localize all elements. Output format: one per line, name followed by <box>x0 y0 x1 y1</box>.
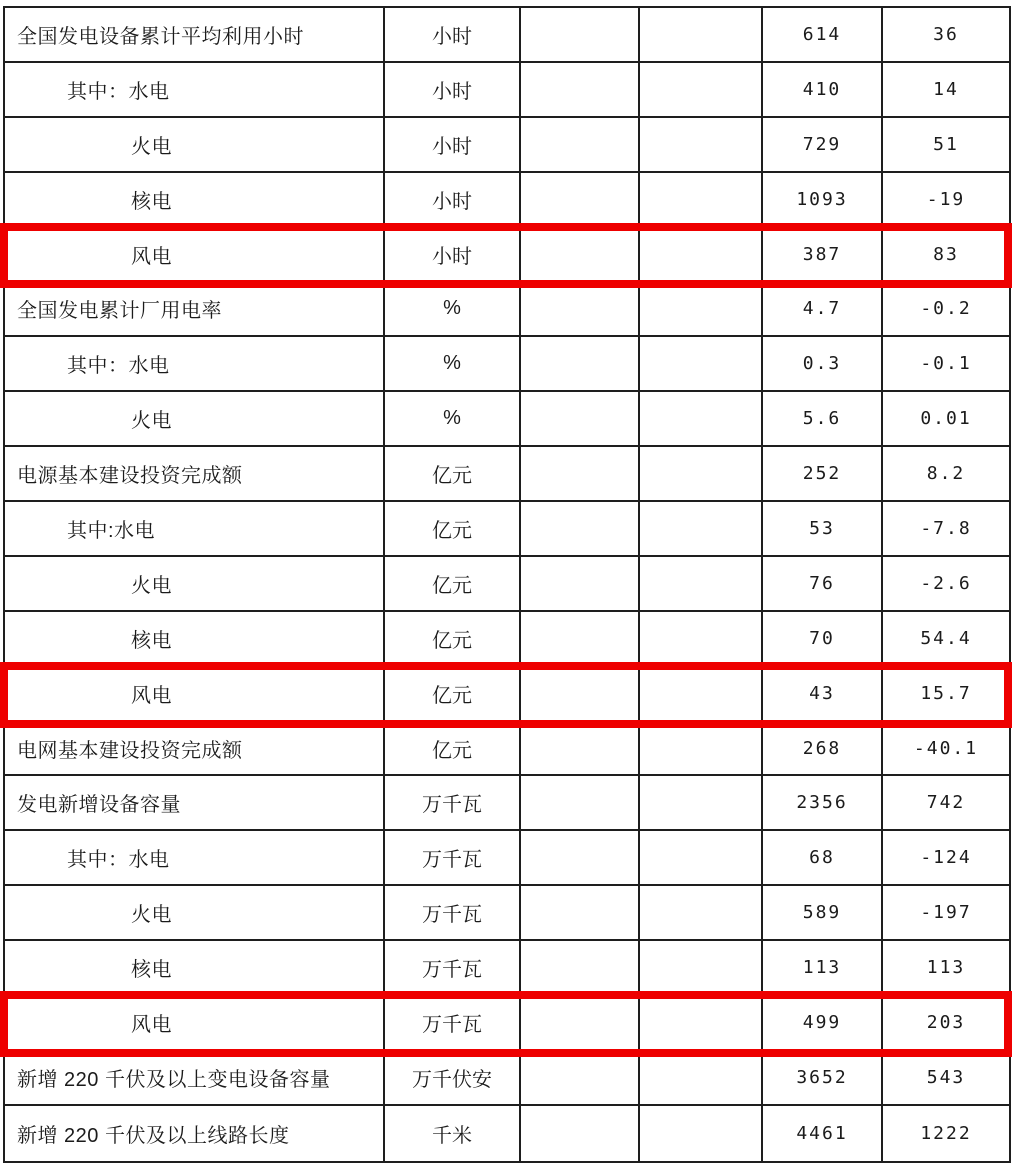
change-cell: 15.7 <box>883 667 1009 722</box>
unit-cell: 亿元 <box>385 667 521 722</box>
blank-cell-1 <box>521 1051 640 1106</box>
value-cell: 499 <box>763 996 883 1051</box>
value-cell: 68 <box>763 831 883 886</box>
blank-cell-2 <box>640 557 763 612</box>
item-cell: 全国发电累计厂用电率 <box>5 282 385 337</box>
change-cell: 14 <box>883 63 1009 118</box>
blank-cell-2 <box>640 118 763 173</box>
item-cell: 风电 <box>5 996 385 1051</box>
blank-cell-1 <box>521 337 640 392</box>
change-cell: 83 <box>883 228 1009 283</box>
unit-cell: 万千瓦 <box>385 776 521 831</box>
value-cell: 2356 <box>763 776 883 831</box>
blank-cell-2 <box>640 1051 763 1106</box>
unit-cell: 亿元 <box>385 447 521 502</box>
change-cell: -0.1 <box>883 337 1009 392</box>
value-cell: 0.3 <box>763 337 883 392</box>
unit-cell: 小时 <box>385 118 521 173</box>
item-cell: 全国发电设备累计平均利用小时 <box>5 8 385 63</box>
unit-cell: 小时 <box>385 173 521 228</box>
change-cell: 0.01 <box>883 392 1009 447</box>
value-cell: 387 <box>763 228 883 283</box>
change-cell: -0.2 <box>883 282 1009 337</box>
unit-cell: 小时 <box>385 63 521 118</box>
item-cell: 其中：水电 <box>5 63 385 118</box>
statistics-table <box>3 6 1011 1163</box>
change-cell: 8.2 <box>883 447 1009 502</box>
item-cell: 其中：水电 <box>5 831 385 886</box>
unit-cell: 万千伏安 <box>385 1051 521 1106</box>
unit-cell: 亿元 <box>385 502 521 557</box>
blank-cell-2 <box>640 228 763 283</box>
item-cell: 风电 <box>5 667 385 722</box>
change-cell: 51 <box>883 118 1009 173</box>
change-cell: 36 <box>883 8 1009 63</box>
value-cell: 4.7 <box>763 282 883 337</box>
value-cell: 589 <box>763 886 883 941</box>
value-cell: 5.6 <box>763 392 883 447</box>
value-cell: 614 <box>763 8 883 63</box>
unit-cell: % <box>385 282 521 337</box>
blank-cell-2 <box>640 667 763 722</box>
value-cell: 410 <box>763 63 883 118</box>
blank-cell-1 <box>521 447 640 502</box>
blank-cell-1 <box>521 173 640 228</box>
change-cell: -7.8 <box>883 502 1009 557</box>
blank-cell-2 <box>640 612 763 667</box>
change-cell: -40.1 <box>883 722 1009 777</box>
unit-cell: % <box>385 392 521 447</box>
unit-cell: 小时 <box>385 8 521 63</box>
blank-cell-2 <box>640 447 763 502</box>
item-cell: 火电 <box>5 118 385 173</box>
value-cell: 70 <box>763 612 883 667</box>
item-cell: 其中:水电 <box>5 502 385 557</box>
value-cell: 53 <box>763 502 883 557</box>
unit-cell: 万千瓦 <box>385 996 521 1051</box>
value-cell: 113 <box>763 941 883 996</box>
blank-cell-1 <box>521 831 640 886</box>
item-cell: 火电 <box>5 886 385 941</box>
blank-cell-1 <box>521 557 640 612</box>
item-cell: 核电 <box>5 941 385 996</box>
unit-cell: 千米 <box>385 1106 521 1161</box>
blank-cell-1 <box>521 722 640 777</box>
blank-cell-2 <box>640 337 763 392</box>
change-cell: 543 <box>883 1051 1009 1106</box>
unit-cell: 亿元 <box>385 722 521 777</box>
blank-cell-1 <box>521 886 640 941</box>
blank-cell-1 <box>521 282 640 337</box>
unit-cell: 小时 <box>385 228 521 283</box>
blank-cell-1 <box>521 502 640 557</box>
item-cell: 电网基本建设投资完成额 <box>5 722 385 777</box>
item-cell: 发电新增设备容量 <box>5 776 385 831</box>
value-cell: 268 <box>763 722 883 777</box>
blank-cell-1 <box>521 228 640 283</box>
value-cell: 43 <box>763 667 883 722</box>
unit-cell: 亿元 <box>385 557 521 612</box>
item-cell: 核电 <box>5 612 385 667</box>
item-cell: 风电 <box>5 228 385 283</box>
blank-cell-1 <box>521 776 640 831</box>
blank-cell-1 <box>521 612 640 667</box>
blank-cell-2 <box>640 722 763 777</box>
blank-cell-2 <box>640 502 763 557</box>
blank-cell-2 <box>640 996 763 1051</box>
value-cell: 729 <box>763 118 883 173</box>
change-cell: 1222 <box>920 1122 972 1144</box>
blank-cell-2 <box>640 1106 763 1161</box>
item-cell: 火电 <box>5 557 385 612</box>
change-cell: 54.4 <box>883 612 1009 667</box>
item-cell: 其中：水电 <box>5 337 385 392</box>
item-cell: 新增 220 千伏及以上线路长度 <box>5 1106 385 1161</box>
change-cell: 113 <box>883 941 1009 996</box>
blank-cell-2 <box>640 8 763 63</box>
blank-cell-2 <box>640 831 763 886</box>
item-cell: 火电 <box>5 392 385 447</box>
change-cell: -2.6 <box>883 557 1009 612</box>
unit-cell: 万千瓦 <box>385 831 521 886</box>
unit-cell: 万千瓦 <box>385 886 521 941</box>
blank-cell-1 <box>521 996 640 1051</box>
unit-cell: % <box>385 337 521 392</box>
blank-cell-1 <box>521 8 640 63</box>
blank-cell-2 <box>640 173 763 228</box>
item-cell: 核电 <box>5 173 385 228</box>
item-cell: 电源基本建设投资完成额 <box>5 447 385 502</box>
unit-cell: 亿元 <box>385 612 521 667</box>
blank-cell-2 <box>640 63 763 118</box>
unit-cell: 万千瓦 <box>385 941 521 996</box>
blank-cell-1 <box>521 63 640 118</box>
change-cell: 203 <box>883 996 1009 1051</box>
value-cell: 252 <box>763 447 883 502</box>
change-cell: -19 <box>883 173 1009 228</box>
value-cell: 3652 <box>763 1051 883 1106</box>
item-cell: 新增 220 千伏及以上变电设备容量 <box>5 1051 385 1106</box>
value-cell: 1093 <box>763 173 883 228</box>
blank-cell-1 <box>521 667 640 722</box>
value-cell: 4461 <box>763 1106 883 1161</box>
blank-cell-1 <box>521 1106 640 1161</box>
change-cell: -124 <box>883 831 1009 886</box>
blank-cell-1 <box>521 392 640 447</box>
change-cell: -197 <box>883 886 1009 941</box>
blank-cell-2 <box>640 392 763 447</box>
blank-cell-1 <box>521 118 640 173</box>
value-cell: 76 <box>763 557 883 612</box>
blank-cell-2 <box>640 776 763 831</box>
blank-cell-1 <box>521 941 640 996</box>
blank-cell-2 <box>640 282 763 337</box>
blank-cell-2 <box>640 886 763 941</box>
change-cell: 742 <box>883 776 1009 831</box>
blank-cell-2 <box>640 941 763 996</box>
